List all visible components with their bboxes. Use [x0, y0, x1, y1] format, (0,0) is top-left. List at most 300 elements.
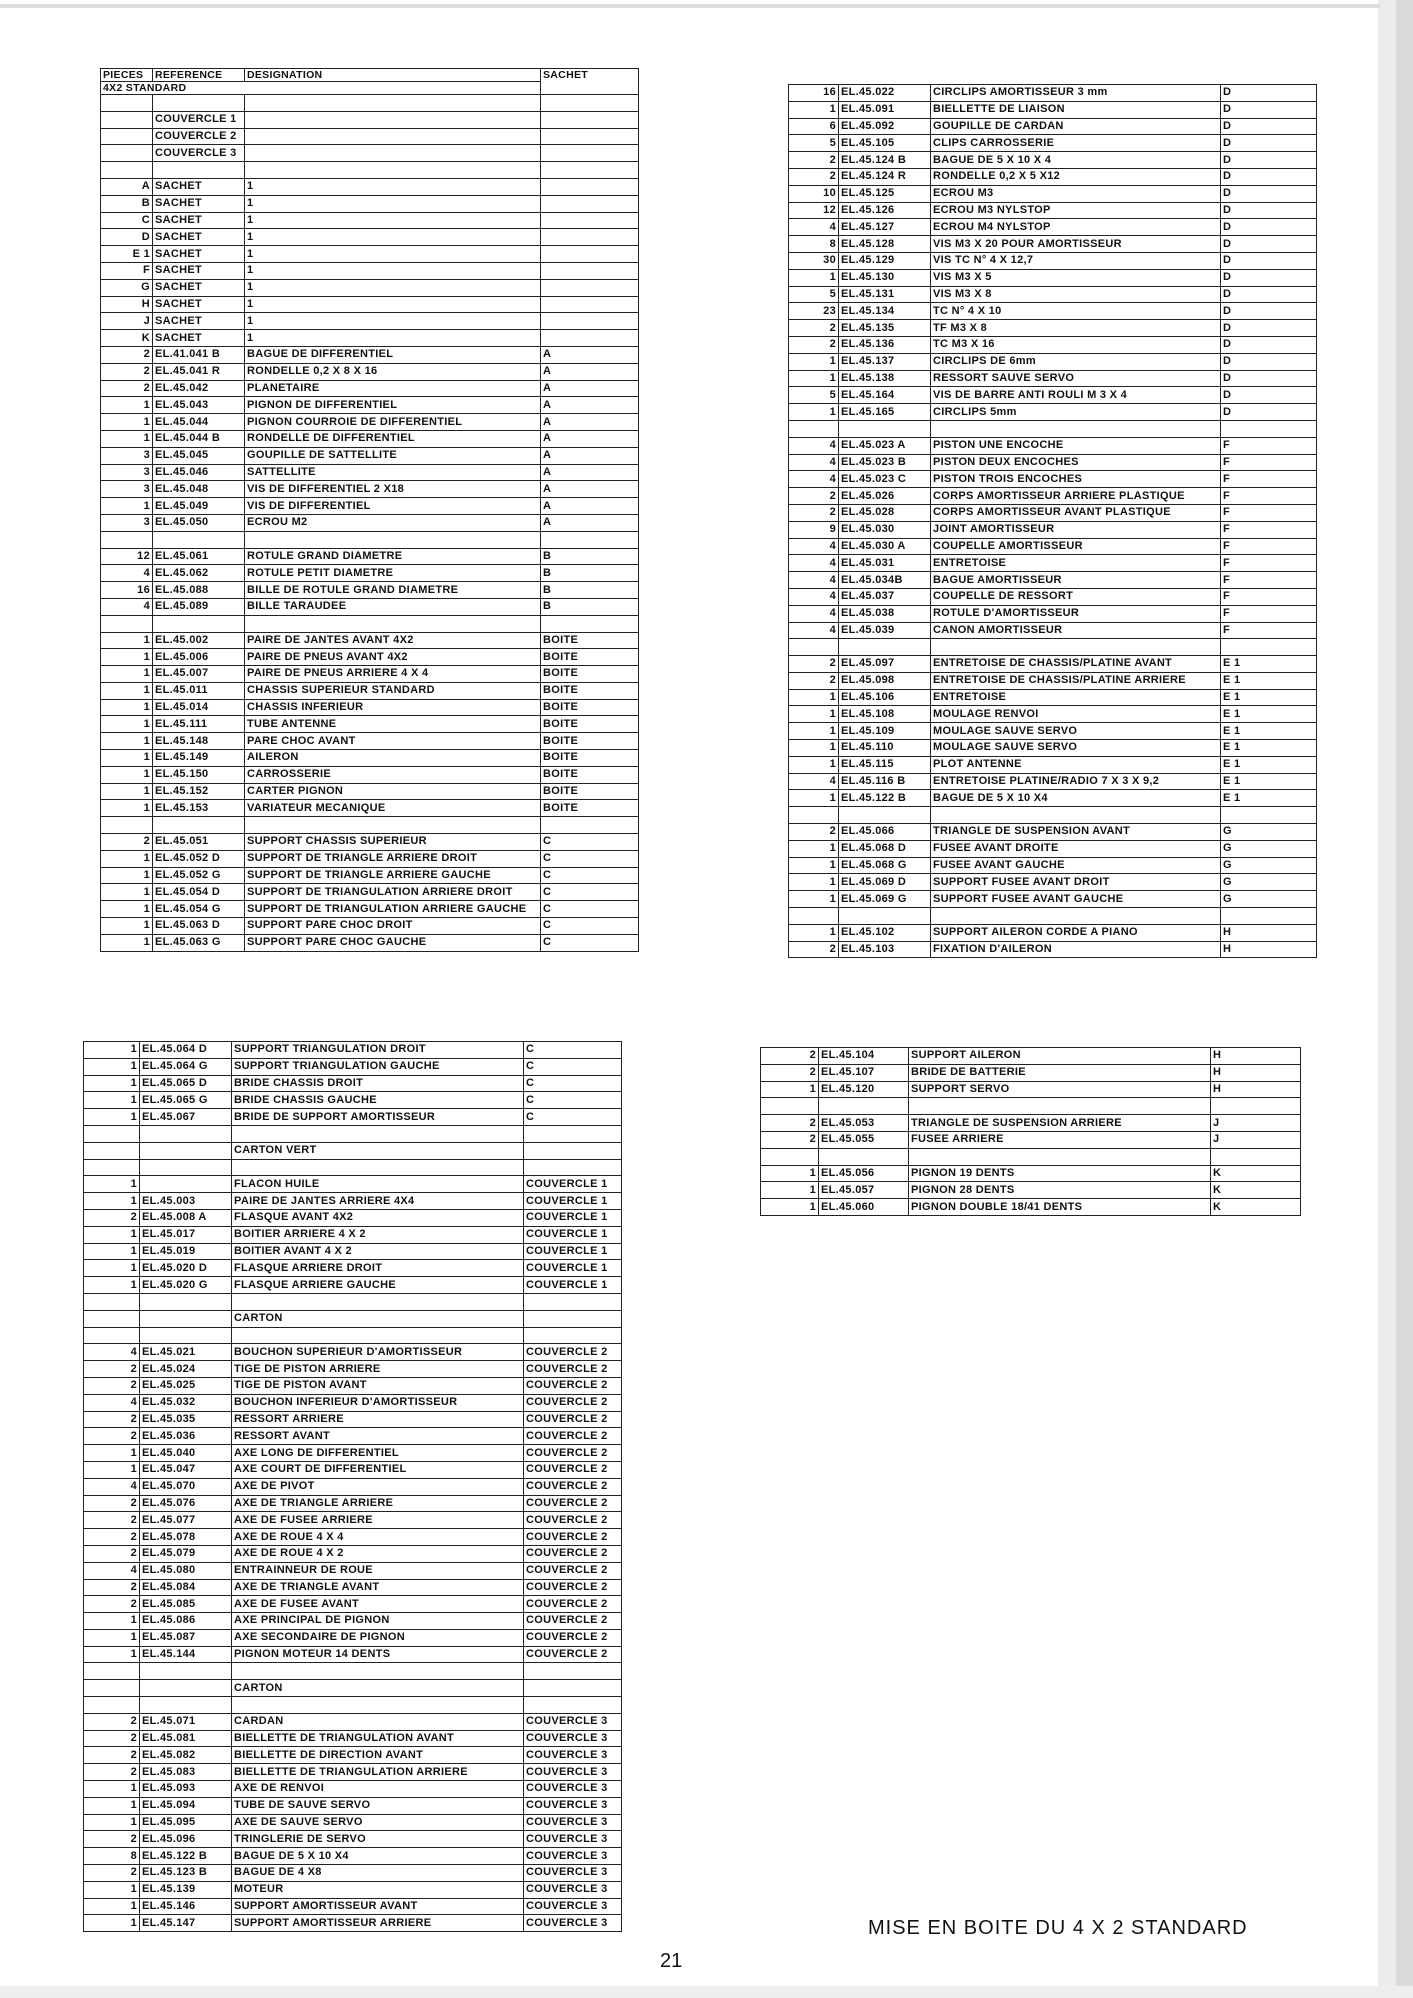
cell-designation: CHASSIS INFERIEUR — [245, 699, 541, 716]
cell-quantity: 1 — [101, 901, 153, 918]
cell-sachet: COUVERCLE 3 — [524, 1747, 622, 1764]
cell-reference: EL.45.071 — [140, 1713, 232, 1730]
cell-quantity — [761, 1098, 819, 1115]
table-row — [84, 1209, 622, 1226]
cell-designation: SUPPORT AMORTISSEUR ARRIERE — [232, 1915, 524, 1932]
cell-quantity: 2 — [84, 1209, 140, 1226]
cell-designation: AXE DE SAUVE SERVO — [232, 1814, 524, 1831]
cell-quantity — [84, 1159, 140, 1176]
table-row — [84, 1545, 622, 1562]
cell-reference: EL.45.098 — [839, 672, 931, 689]
cell-designation: FIXATION D'AILERON — [931, 941, 1221, 958]
cell-sachet: E 1 — [1221, 773, 1317, 790]
cell-quantity: J — [101, 313, 153, 330]
cell-reference: EL.45.042 — [153, 380, 245, 397]
cell-sachet: C — [541, 901, 639, 918]
cell-quantity: 2 — [761, 1115, 819, 1132]
cell-reference: SACHET — [153, 296, 245, 313]
cell-sachet: COUVERCLE 2 — [524, 1377, 622, 1394]
cell-quantity: 2 — [84, 1831, 140, 1848]
cell-reference — [140, 1680, 232, 1697]
cell-sachet: D — [1221, 168, 1317, 185]
cell-reference: EL.45.076 — [140, 1495, 232, 1512]
cell-sachet: G — [1221, 874, 1317, 891]
cell-quantity: 1 — [101, 733, 153, 750]
cell-reference: EL.45.106 — [839, 689, 931, 706]
cell-reference: EL.45.084 — [140, 1579, 232, 1596]
cell-sachet — [1221, 807, 1317, 824]
cell-designation: 1 — [245, 212, 541, 229]
cell-quantity: 2 — [761, 1048, 819, 1065]
cell-reference: EL.45.011 — [153, 682, 245, 699]
cell-quantity: E 1 — [101, 246, 153, 263]
cell-reference: EL.45.056 — [819, 1165, 909, 1182]
table-row — [101, 514, 639, 531]
cell-designation: 1 — [245, 313, 541, 330]
cell-quantity: 1 — [101, 750, 153, 767]
table-row — [789, 689, 1317, 706]
cell-reference: EL.45.088 — [153, 582, 245, 599]
cell-quantity — [101, 111, 153, 128]
cell-sachet: E 1 — [1221, 790, 1317, 807]
table-row — [761, 1098, 1301, 1115]
table-row — [761, 1131, 1301, 1148]
cell-designation: AILERON — [245, 750, 541, 767]
cell-quantity: 1 — [789, 790, 839, 807]
cell-designation: PAIRE DE JANTES ARRIERE 4X4 — [232, 1193, 524, 1210]
cell-reference: EL.45.153 — [153, 800, 245, 817]
cell-sachet — [541, 178, 639, 195]
cell-reference: EL.45.131 — [839, 286, 931, 303]
cell-sachet: E 1 — [1221, 689, 1317, 706]
cell-designation: PIGNON 19 DENTS — [909, 1165, 1211, 1182]
cell-reference: EL.45.109 — [839, 723, 931, 740]
cell-reference: EL.45.078 — [140, 1529, 232, 1546]
cell-reference: EL.45.082 — [140, 1747, 232, 1764]
table-row — [84, 1310, 622, 1327]
cell-reference: EL.45.032 — [140, 1394, 232, 1411]
cell-sachet: D — [1221, 252, 1317, 269]
cell-quantity: 1 — [84, 1092, 140, 1109]
table-row — [789, 336, 1317, 353]
cell-quantity: 2 — [789, 504, 839, 521]
table-row — [101, 397, 639, 414]
cell-quantity: 2 — [84, 1361, 140, 1378]
cell-quantity: 1 — [761, 1199, 819, 1216]
cell-reference: EL.45.047 — [140, 1461, 232, 1478]
table-row — [101, 682, 639, 699]
cell-quantity: 2 — [101, 363, 153, 380]
cell-quantity: 1 — [84, 1613, 140, 1630]
cell-quantity: 1 — [84, 1646, 140, 1663]
cell-quantity: 1 — [84, 1629, 140, 1646]
cell-quantity: 2 — [789, 336, 839, 353]
cell-sachet: BOITE — [541, 716, 639, 733]
cell-quantity: 1 — [101, 649, 153, 666]
table-row — [84, 1109, 622, 1126]
cell-designation: ECROU M3 NYLSTOP — [931, 202, 1221, 219]
table-row — [789, 202, 1317, 219]
cell-quantity: 1 — [101, 498, 153, 515]
cell-reference: EL.45.044 — [153, 414, 245, 431]
cell-designation: BOUCHON INFERIEUR D'AMORTISSEUR — [232, 1394, 524, 1411]
table-row — [761, 1048, 1301, 1065]
cell-quantity: 16 — [789, 85, 839, 102]
cell-designation: PAIRE DE PNEUS ARRIERE 4 X 4 — [245, 666, 541, 683]
table-row — [101, 666, 639, 683]
cell-designation: SUPPORT AMORTISSEUR AVANT — [232, 1898, 524, 1915]
cell-sachet: D — [1221, 303, 1317, 320]
cell-quantity: 1 — [761, 1182, 819, 1199]
cell-sachet: F — [1221, 555, 1317, 572]
table-row — [789, 824, 1317, 841]
cell-sachet — [1221, 639, 1317, 656]
cell-quantity: 1 — [789, 404, 839, 421]
cell-designation: RONDELLE 0,2 X 5 X12 — [931, 168, 1221, 185]
cell-quantity: D — [101, 229, 153, 246]
table-row — [84, 1394, 622, 1411]
cell-designation: ECROU M3 — [931, 185, 1221, 202]
cell-quantity: 2 — [789, 320, 839, 337]
cell-sachet: COUVERCLE 2 — [524, 1411, 622, 1428]
cell-designation: AXE DE RENVOI — [232, 1781, 524, 1798]
cell-sachet: C — [524, 1109, 622, 1126]
cell-reference: EL.45.107 — [819, 1064, 909, 1081]
cell-quantity: 4 — [84, 1478, 140, 1495]
cell-sachet — [541, 246, 639, 263]
table-row — [84, 1781, 622, 1798]
table-row — [84, 1042, 622, 1059]
cell-sachet: D — [1221, 353, 1317, 370]
cell-sachet: E 1 — [1221, 656, 1317, 673]
cell-reference: COUVERCLE 1 — [153, 111, 245, 128]
cell-quantity — [101, 615, 153, 632]
table-row — [84, 1697, 622, 1714]
cell-reference: EL.45.077 — [140, 1512, 232, 1529]
cell-designation: BIELLETTE DE TRIANGULATION ARRIERE — [232, 1764, 524, 1781]
cell-quantity — [789, 908, 839, 925]
cell-sachet — [541, 279, 639, 296]
cell-reference: EL.45.164 — [839, 387, 931, 404]
cell-reference: EL.45.020 G — [140, 1277, 232, 1294]
cell-designation: SUPPORT DE TRIANGULATION ARRIERE DROIT — [245, 884, 541, 901]
cell-quantity: 1 — [789, 740, 839, 757]
cell-reference — [153, 817, 245, 834]
cell-quantity: 1 — [789, 756, 839, 773]
cell-designation: VARIATEUR MECANIQUE — [245, 800, 541, 817]
cell-reference — [140, 1159, 232, 1176]
cell-quantity: 1 — [789, 874, 839, 891]
table-row — [101, 716, 639, 733]
cell-designation: PIGNON 28 DENTS — [909, 1182, 1211, 1199]
cell-sachet — [541, 162, 639, 179]
table-row — [101, 279, 639, 296]
cell-quantity: 1 — [84, 1898, 140, 1915]
table-row — [84, 1848, 622, 1865]
parts-table-2 — [788, 84, 1317, 958]
cell-designation: TRIANGLE DE SUSPENSION AVANT — [931, 824, 1221, 841]
cell-sachet: D — [1221, 404, 1317, 421]
cell-designation: TIGE DE PISTON AVANT — [232, 1377, 524, 1394]
cell-quantity: 2 — [84, 1713, 140, 1730]
cell-designation: ECROU M4 NYLSTOP — [931, 219, 1221, 236]
cell-designation: 1 — [245, 195, 541, 212]
table-row — [789, 924, 1317, 941]
table-row — [761, 1165, 1301, 1182]
table-row — [789, 572, 1317, 589]
table-row — [789, 941, 1317, 958]
cell-quantity: 1 — [789, 689, 839, 706]
cell-designation — [931, 639, 1221, 656]
cell-reference: EL.45.067 — [140, 1109, 232, 1126]
header-reference: REFERENCE — [153, 69, 245, 82]
cell-designation: MOULAGE SAUVE SERVO — [931, 740, 1221, 757]
cell-quantity: 2 — [761, 1131, 819, 1148]
cell-designation: CIRCLIPS AMORTISSEUR 3 mm — [931, 85, 1221, 102]
table-row — [101, 363, 639, 380]
cell-designation: PLANETAIRE — [245, 380, 541, 397]
cell-sachet — [524, 1663, 622, 1680]
cell-sachet: COUVERCLE 2 — [524, 1478, 622, 1495]
cell-quantity: 2 — [101, 834, 153, 851]
table-row — [789, 605, 1317, 622]
cell-reference: EL.45.065 G — [140, 1092, 232, 1109]
table-row — [789, 286, 1317, 303]
cell-sachet — [541, 229, 639, 246]
cell-quantity: 4 — [789, 219, 839, 236]
table-row — [789, 538, 1317, 555]
cell-sachet: F — [1221, 605, 1317, 622]
table-row — [101, 95, 639, 112]
cell-reference: EL.45.152 — [153, 783, 245, 800]
cell-sachet: COUVERCLE 1 — [524, 1193, 622, 1210]
cell-designation: PIGNON COURROIE DE DIFFERENTIEL — [245, 414, 541, 431]
cell-sachet: G — [1221, 857, 1317, 874]
cell-designation: SUPPORT TRIANGULATION GAUCHE — [232, 1058, 524, 1075]
cell-designation: AXE PRINCIPAL DE PIGNON — [232, 1613, 524, 1630]
table-row — [789, 891, 1317, 908]
cell-designation: JOINT AMORTISSEUR — [931, 521, 1221, 538]
cell-sachet: J — [1211, 1131, 1301, 1148]
table-header-row — [101, 69, 639, 82]
cell-reference: EL.45.022 — [839, 85, 931, 102]
cell-reference: COUVERCLE 2 — [153, 128, 245, 145]
cell-reference: EL.45.105 — [839, 135, 931, 152]
table-row — [789, 219, 1317, 236]
cell-reference: EL.45.023 C — [839, 471, 931, 488]
cell-sachet — [541, 262, 639, 279]
cell-quantity: C — [101, 212, 153, 229]
cell-designation: BRIDE CHASSIS GAUCHE — [232, 1092, 524, 1109]
cell-sachet: C — [541, 934, 639, 951]
cell-quantity: 1 — [789, 706, 839, 723]
cell-sachet: COUVERCLE 2 — [524, 1629, 622, 1646]
cell-designation — [931, 807, 1221, 824]
cell-reference: EL.45.043 — [153, 397, 245, 414]
cell-quantity: 8 — [789, 236, 839, 253]
table-row — [761, 1148, 1301, 1165]
parts-table-4 — [760, 1047, 1301, 1216]
cell-reference: SACHET — [153, 212, 245, 229]
cell-reference: EL.45.006 — [153, 649, 245, 666]
cell-designation: PISTON TROIS ENCOCHES — [931, 471, 1221, 488]
cell-reference: EL.45.092 — [839, 118, 931, 135]
cell-sachet: COUVERCLE 1 — [524, 1226, 622, 1243]
header-sachet: SACHET — [541, 69, 639, 95]
cell-reference: EL.45.053 — [819, 1115, 909, 1132]
cell-quantity: 1 — [84, 1260, 140, 1277]
cell-sachet: COUVERCLE 2 — [524, 1445, 622, 1462]
table-row — [84, 1512, 622, 1529]
cell-sachet: BOITE — [541, 733, 639, 750]
cell-designation: SUPPORT AILERON — [909, 1048, 1211, 1065]
cell-sachet: COUVERCLE 3 — [524, 1881, 622, 1898]
cell-quantity: 2 — [789, 672, 839, 689]
cell-sachet: BOITE — [541, 632, 639, 649]
cell-quantity: 2 — [84, 1579, 140, 1596]
cell-reference: SACHET — [153, 279, 245, 296]
cell-reference: EL.45.021 — [140, 1344, 232, 1361]
cell-designation: BIELLETTE DE DIRECTION AVANT — [232, 1747, 524, 1764]
cell-quantity: 1 — [101, 414, 153, 431]
cell-sachet: C — [541, 884, 639, 901]
cell-sachet — [1221, 420, 1317, 437]
cell-quantity: 4 — [789, 622, 839, 639]
cell-quantity: 4 — [789, 454, 839, 471]
table-row — [84, 1159, 622, 1176]
cell-sachet: F — [1221, 471, 1317, 488]
table-row — [789, 488, 1317, 505]
cell-reference: EL.45.024 — [140, 1361, 232, 1378]
cell-sachet: D — [1221, 101, 1317, 118]
cell-designation: SUPPORT CHASSIS SUPERIEUR — [245, 834, 541, 851]
cell-reference: EL.45.103 — [839, 941, 931, 958]
cell-reference: EL.45.096 — [140, 1831, 232, 1848]
cell-designation: PARE CHOC AVANT — [245, 733, 541, 750]
cell-reference: EL.45.129 — [839, 252, 931, 269]
cell-designation: SUPPORT AILERON CORDE A PIANO — [931, 924, 1221, 941]
cell-reference — [819, 1098, 909, 1115]
cell-designation — [245, 95, 541, 112]
cell-designation: CARDAN — [232, 1713, 524, 1730]
table-row — [84, 1277, 622, 1294]
cell-reference: EL.45.041 R — [153, 363, 245, 380]
cell-quantity: 2 — [101, 380, 153, 397]
cell-sachet — [524, 1327, 622, 1344]
cell-sachet: COUVERCLE 3 — [524, 1814, 622, 1831]
cell-reference — [839, 908, 931, 925]
table-row — [84, 1713, 622, 1730]
table-row — [101, 313, 639, 330]
cell-reference: EL.45.031 — [839, 555, 931, 572]
cell-quantity: 1 — [101, 430, 153, 447]
table-row — [84, 1461, 622, 1478]
cell-quantity: K — [101, 330, 153, 347]
cell-quantity: 4 — [789, 572, 839, 589]
cell-quantity: 2 — [84, 1428, 140, 1445]
cell-reference: SACHET — [153, 262, 245, 279]
cell-quantity: 2 — [84, 1730, 140, 1747]
cell-sachet: COUVERCLE 3 — [524, 1713, 622, 1730]
table-row — [101, 918, 639, 935]
cell-quantity: 1 — [84, 1193, 140, 1210]
cell-sachet: D — [1221, 286, 1317, 303]
table-row — [101, 565, 639, 582]
cell-quantity: 5 — [789, 135, 839, 152]
cell-quantity: 30 — [789, 252, 839, 269]
cell-designation: AXE DE ROUE 4 X 2 — [232, 1545, 524, 1562]
cell-reference: EL.45.008 A — [140, 1209, 232, 1226]
cell-reference: EL.45.036 — [140, 1428, 232, 1445]
table-row — [789, 857, 1317, 874]
cell-designation: ENTRETOISE DE CHASSIS/PLATINE ARRIERE — [931, 672, 1221, 689]
cell-reference: EL.45.007 — [153, 666, 245, 683]
cell-reference — [839, 807, 931, 824]
cell-quantity — [84, 1125, 140, 1142]
cell-quantity: 6 — [789, 118, 839, 135]
table-row — [84, 1915, 622, 1932]
cell-designation: SUPPORT SERVO — [909, 1081, 1211, 1098]
cell-reference: EL.45.065 D — [140, 1075, 232, 1092]
table-row — [84, 1814, 622, 1831]
cell-reference — [140, 1663, 232, 1680]
cell-reference: EL.45.002 — [153, 632, 245, 649]
table-row — [101, 128, 639, 145]
cell-quantity: 2 — [789, 488, 839, 505]
footer-title: MISE EN BOITE DU 4 X 2 STANDARD — [868, 1917, 1248, 1939]
table-row — [789, 807, 1317, 824]
cell-quantity: 1 — [84, 1445, 140, 1462]
table-row — [789, 723, 1317, 740]
cell-reference: EL.45.086 — [140, 1613, 232, 1630]
cell-sachet: COUVERCLE 2 — [524, 1495, 622, 1512]
cell-sachet: BOITE — [541, 699, 639, 716]
cell-reference — [140, 1327, 232, 1344]
table-row — [84, 1377, 622, 1394]
table-row — [789, 706, 1317, 723]
cell-reference: EL.45.091 — [839, 101, 931, 118]
cell-quantity: 1 — [84, 1881, 140, 1898]
table-row — [84, 1226, 622, 1243]
table-row — [789, 756, 1317, 773]
cell-reference: EL.45.052 G — [153, 867, 245, 884]
cell-sachet — [541, 145, 639, 162]
cell-designation: RESSORT ARRIERE — [232, 1411, 524, 1428]
cell-quantity — [101, 531, 153, 548]
table-row — [101, 615, 639, 632]
cell-reference: EL.45.050 — [153, 514, 245, 531]
cell-designation — [245, 531, 541, 548]
cell-designation: BRIDE CHASSIS DROIT — [232, 1075, 524, 1092]
cell-reference: EL.45.125 — [839, 185, 931, 202]
table-row — [789, 840, 1317, 857]
cell-reference — [153, 162, 245, 179]
cell-sachet: K — [1211, 1165, 1301, 1182]
cell-designation: AXE DE TRIANGLE AVANT — [232, 1579, 524, 1596]
cell-quantity — [101, 817, 153, 834]
table-row — [101, 699, 639, 716]
cell-sachet: F — [1221, 622, 1317, 639]
table-row — [789, 740, 1317, 757]
cell-sachet: A — [541, 464, 639, 481]
table-row — [101, 246, 639, 263]
cell-quantity: 1 — [84, 1075, 140, 1092]
cell-reference: EL.45.020 D — [140, 1260, 232, 1277]
table-row — [84, 1797, 622, 1814]
table-row — [789, 404, 1317, 421]
cell-sachet — [541, 128, 639, 145]
cell-reference: EL.45.066 — [839, 824, 931, 841]
